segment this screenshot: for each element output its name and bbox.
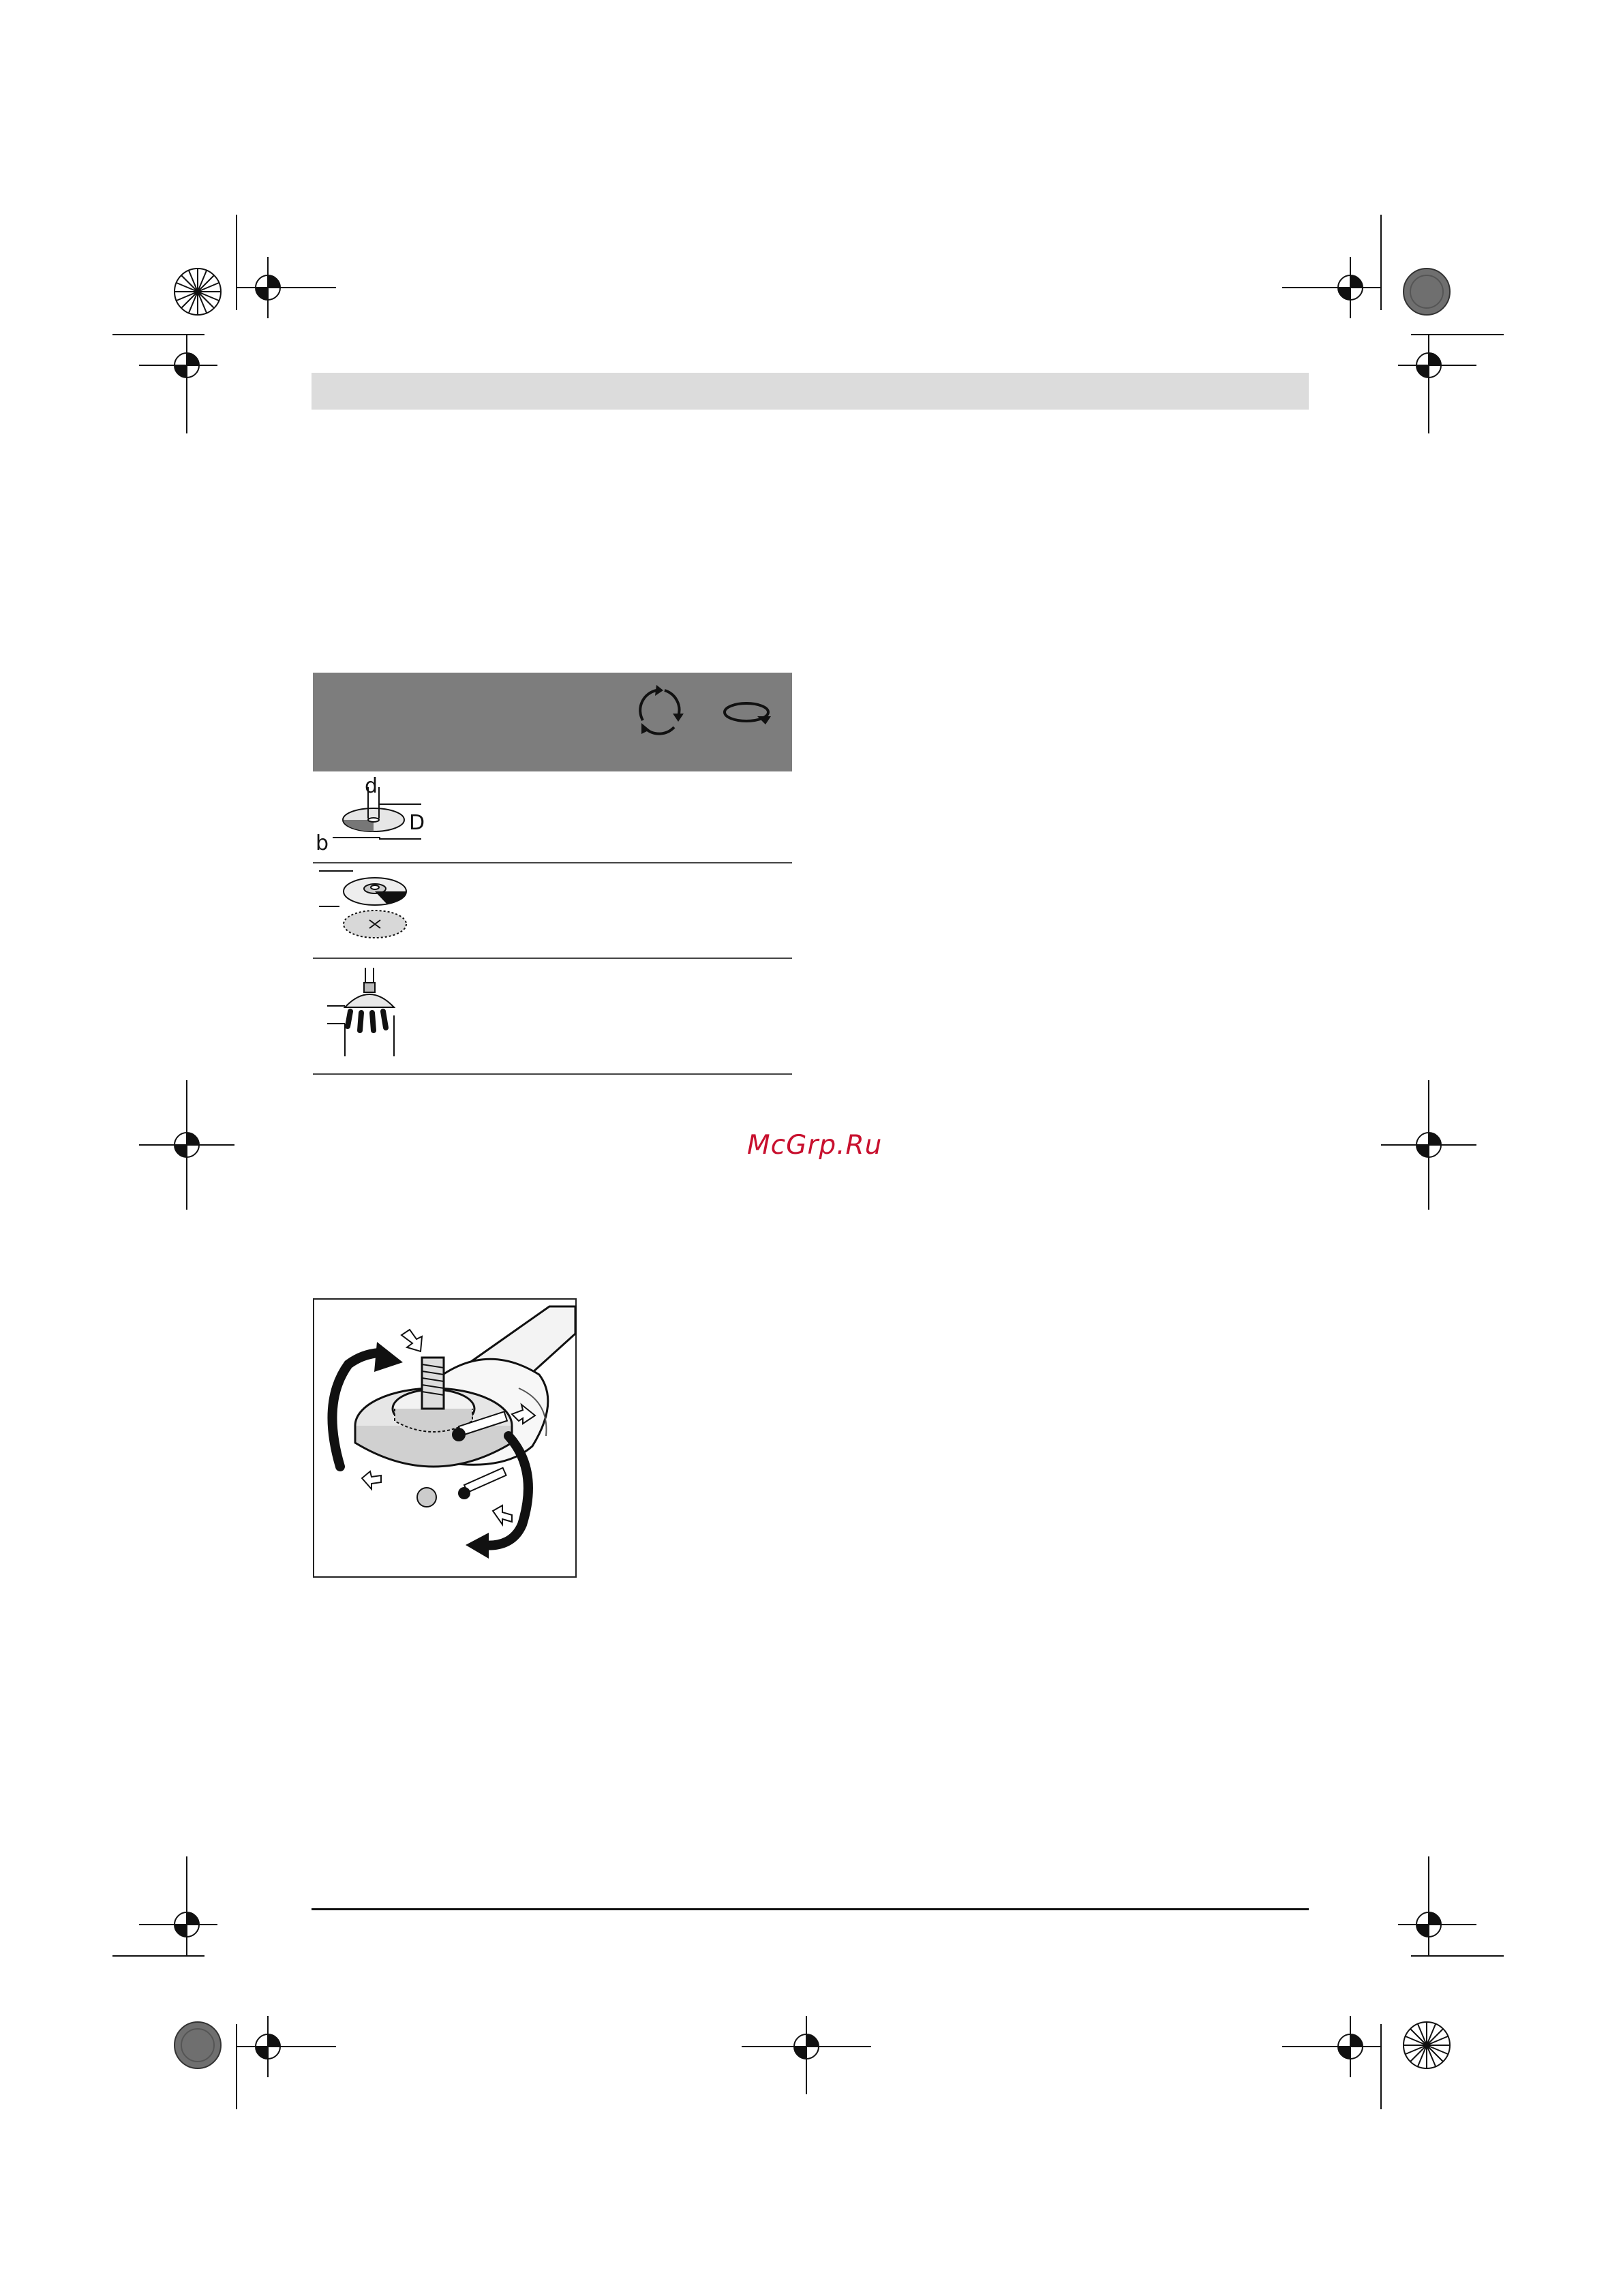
registration-crosshair-icon [1282,257,1381,318]
cup-wire-brush-icon [320,968,423,1063]
registration-crosshair-icon [237,2016,336,2077]
registration-crosshair-icon [742,2016,871,2094]
starburst-target-icon [1404,2022,1450,2068]
table-row-divider [313,958,792,959]
angle-grinder-head-illustration [314,1300,575,1576]
rotation-cycle-icon [629,681,691,742]
table-row-divider [313,862,792,863]
registration-crosshair-icon [1381,1080,1476,1210]
dim-label-d: d [365,774,378,798]
registration-crosshair-icon [139,335,217,433]
footer-rule [312,1908,1309,1910]
table-header [313,673,792,771]
registration-crosshair-icon [1282,2016,1381,2077]
table-bottom-rule [313,1073,792,1075]
figure-box [313,1298,577,1578]
grey-disc-target-icon [175,2022,221,2068]
registration-crosshair-icon [1398,1856,1476,1955]
registration-crosshair-icon [139,1080,234,1210]
registration-crosshair-icon [237,257,336,318]
dim-label-D: D [409,811,425,835]
registration-crosshair-icon [139,1856,217,1955]
grey-disc-target-icon [1404,269,1450,315]
header-band [312,373,1309,410]
watermark: McGrp.Ru [747,1130,883,1161]
dim-label-b: b [316,831,329,855]
spin-direction-icon [721,693,782,734]
registration-crosshair-icon [1398,335,1476,433]
flap-disc-icon [312,866,428,954]
starburst-target-icon [175,269,221,315]
